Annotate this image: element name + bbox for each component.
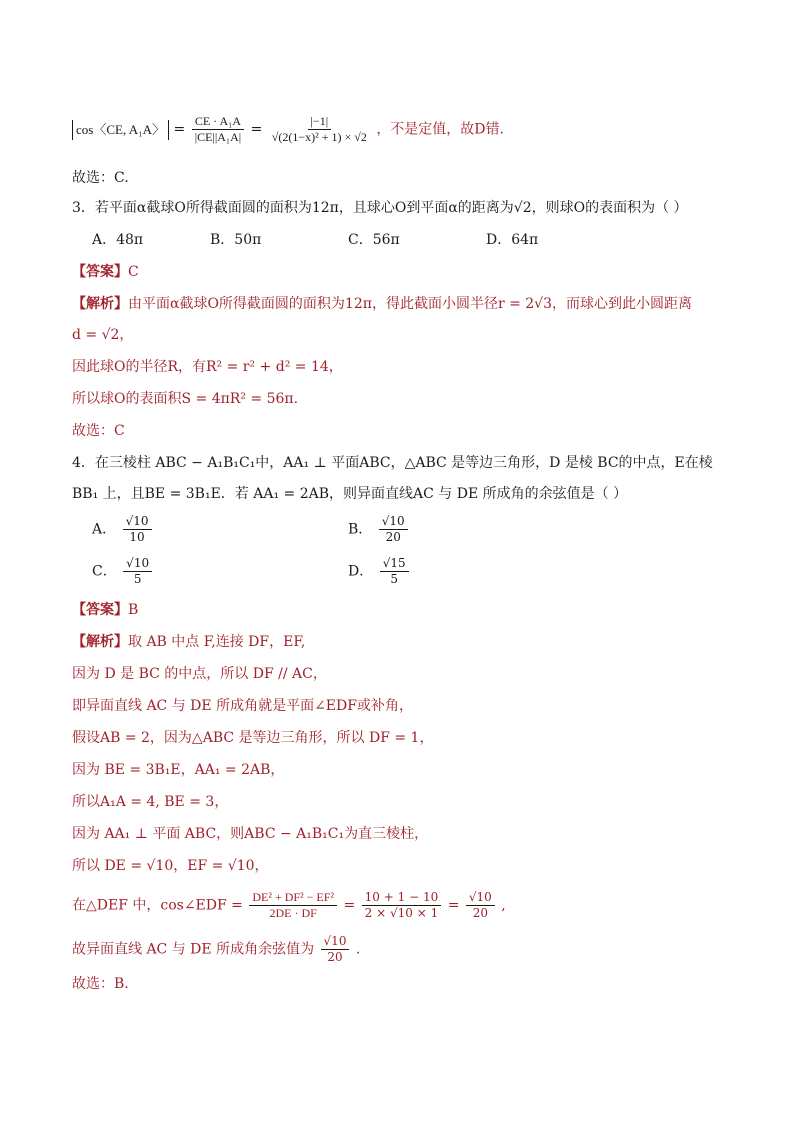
prev-note: ，不是定值，故D错.: [376, 121, 504, 138]
q4-option-c: C． $\frac{√10}{5}$: [92, 556, 154, 587]
q4-cos-line: 在△DEF 中，cos∠EDF = $\frac{\text{DE² + DF² − EF²}}{2DE \cdot DF}$ = $\frac{10 + 1 - 10}{2 \times √10 \times 1}$ = $\frac{√10}{20}$ ,: [72, 890, 506, 920]
q4-analysis-7: 因为 AA₁ ⊥ 平面 ABC，则ABC − A₁B₁C₁为直三棱柱，: [72, 826, 429, 842]
q3-option-c: C．56π: [348, 232, 400, 248]
abs-cos: [72, 120, 169, 140]
q3-analysis-3: 因此球O的半径R，有R² = r² + d² = 14，: [72, 359, 343, 375]
q4-analysis-5: 因为 BE = 3B₁E，AA₁ = 2AB，: [72, 762, 285, 778]
cos-frac-2: $\frac{10 + 1 - 10}{2 \times √10 \times 1}$: [362, 890, 442, 921]
q3-final: 故选：C: [72, 423, 125, 439]
q3-analysis-4: 所以球O的表面积S = 4πR² = 56π.: [72, 391, 299, 407]
q3-option-d: D．64π: [486, 232, 539, 248]
q4-analysis-4: 假设AB = 2，因为△ABC 是等边三角形，所以 DF = 1，: [72, 730, 434, 746]
prev-frac-2: $\frac{|-1|}{\text{√(2(1−x)² + 1) × √2}}$: [271, 114, 367, 144]
q3-stem: 3．若平面α截球O所得截面圆的面积为12π，且球心O到平面α的距离为√2，则球O的表面积为（ ）: [72, 200, 688, 216]
q3-analysis-2: d = √2，: [72, 327, 134, 343]
cos-expression: cos〈CE, A₁A〉: [76, 121, 166, 137]
q3-analysis-1: 【解析】由平面α截球O所得截面圆的面积为12π，得此截面小圆半径r = 2√3，而球心到此小圆距离: [72, 296, 693, 312]
q4-stem-2: BB₁ 上，且BE = 3B₁E．若 AA₁ = 2AB，则异面直线AC 与 DE 所成角的余弦值是（ ）: [72, 486, 628, 502]
prev-formula-line: cos〈CE, A₁A〉 = $\frac{\text{CE · A₁A}}{\text{|CE||A₁A|}}$ = $\frac{|-1|}{\text{√(2(1−x)² + 1) × √2}}$ ，不是定值，故D错.: [72, 114, 504, 145]
q3-answer: 【答案】C: [72, 264, 139, 280]
q4-final: 故选：B.: [72, 976, 129, 992]
q4-option-b: B． $\frac{√10}{20}$: [348, 514, 410, 545]
cos-frac-3: $\frac{√10}{20}$: [466, 890, 495, 921]
q4-stem-1: 4．在三棱柱 ABC − A₁B₁C₁中，AA₁ ⊥ 平面ABC，△ABC 是等边三角形，D 是棱 BC的中点，E在棱: [72, 455, 713, 471]
q4-option-a: A． $\frac{√10}{10}$: [92, 514, 154, 545]
q3-option-a: A．48π: [92, 232, 144, 248]
q4-conclusion: 故异面直线 AC 与 DE 所成角余弦值为 $\frac{√10}{20}$ .: [72, 934, 361, 964]
q4-analysis-8: 所以 DE = √10，EF = √10，: [72, 858, 269, 874]
prev-answer: 故选：C.: [72, 170, 129, 186]
q4-analysis-1: 【解析】取 AB 中点 F,连接 DF，EF,: [72, 634, 306, 650]
q4-option-d: D． $\frac{√15}{5}$: [348, 556, 411, 587]
q4-analysis-6: 所以A₁A = 4, BE = 3，: [72, 794, 229, 810]
conclusion-frac: $\frac{√10}{20}$: [321, 934, 350, 965]
q4-analysis-3: 即异面直线 AC 与 DE 所成角就是平面∠EDF或补角，: [72, 698, 413, 714]
cos-frac-1: $\frac{\text{DE² + DF² − EF²}}{2DE \cdot DF}$: [249, 890, 337, 921]
prev-frac-1: $\frac{\text{CE · A₁A}}{\text{|CE||A₁A|}}$: [192, 114, 244, 145]
q3-option-b: B．50π: [210, 232, 262, 248]
q4-answer: 【答案】B: [72, 602, 139, 618]
q4-analysis-2: 因为 D 是 BC 的中点，所以 DF // AC，: [72, 666, 327, 682]
